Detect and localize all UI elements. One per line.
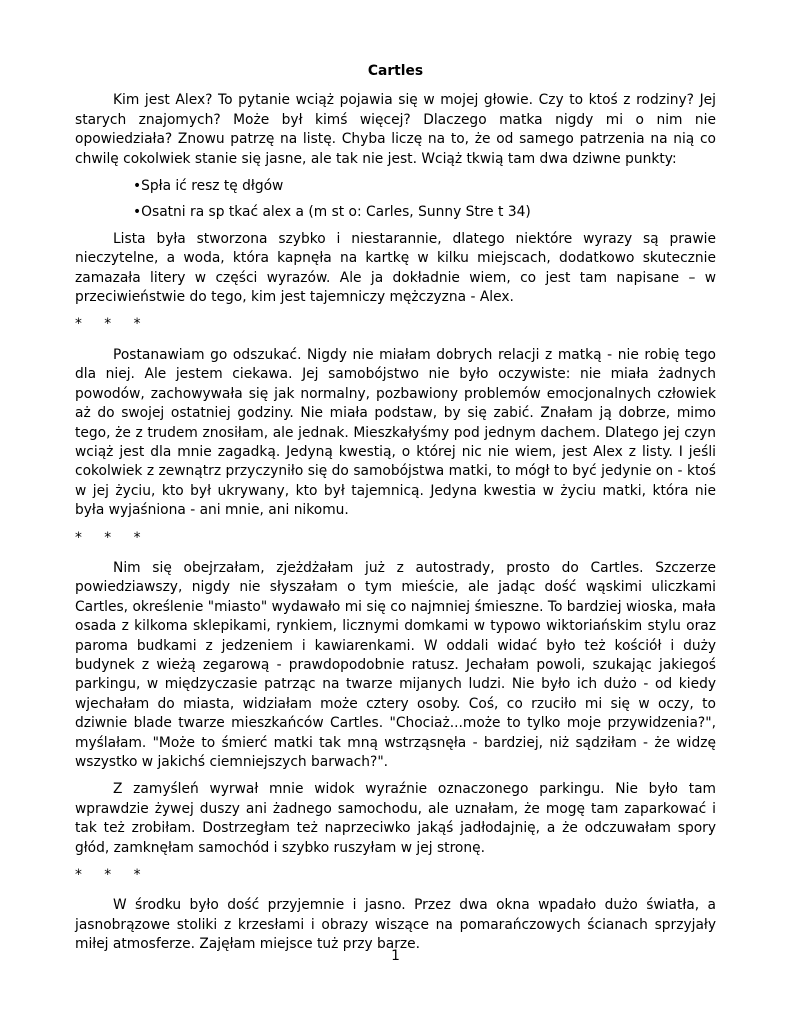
paragraph-3: Postanawiam go odszukać. Nigdy nie miałam dobrych relacji z matką - nie robię tego dla niej. Ale jestem ciekawa. Jej samobójstwo nie było oczywiste: nie miała żadnych powodów, zachowywała się jak normalny, pozbawiony problemów emocjonalnych człowiek aż do swojej ostatniej godziny. Nie miała podstaw, by się zabić. Znałam ją dobrze, mimo tego, że z trudem znosiłam, ale jednak. Mieszkałyśmy pod jednym dachem. Dlatego jej czyn wciąż jest dla mnie zagadką. Jedyną kwestią, o której nic nie wiem, jest Alex z listy. I jeśli cokolwiek z zewnątrz przyczyniło się do samobójstwa matki, to mógł to być jedynie on - ktoś w jej życiu, kto był ukrywany, kto był tajemnicą. Jedyna kwestia w życiu matki, która nie była wyjaśniona - ani mnie, ani nikomu. xyxy=(75,346,716,519)
bullet-marker: • xyxy=(133,178,142,195)
paragraph-2: Lista była stworzona szybko i niestarannie, dlatego niektóre wyrazy są prawie nieczytelne, a woda, która kapnęła na kartkę w kilku miejscach, dodatkowo skutecznie zamazała litery w części wyrazów. Ale ja dokładnie wiem, co jest tam napisane – w przeciwieństwie do tego, kim jest tajemniczy mężczyzna - Alex. xyxy=(75,230,716,306)
paragraph-4: Nim się obejrzałam, zjeżdżałam już z autostrady, prosto do Cartles. Szczerze powiedziawszy, nigdy nie słyszałam o tym mieście, ale jadąc dość wąskimi uliczkami Cartles, określenie "miasto" wydawało mi się co najmniej śmieszne. To bardziej wioska, mała osada z kilkoma sklepikami, rynkiem, licznymi domkami w typowo wiktoriańskim stylu oraz paroma budkami z jedzeniem i kawiarenkami. W oddali widać było też kościół i duży budynek z wieżą zegarową - prawdopodobnie ratusz. Jechałam powoli, szukając jakiegoś parkingu, w międzyczasie patrząc na twarze mijanych ludzi. Nie było ich dużo - od kiedy wjechałam do miasta, widziałam może cztery osoby. Coś, co rzuciło mi się w oczy, to dziwnie blade twarze mieszkańców Cartles. "Chociaż...może to tylko moje przywidzenia?", myślałam. "Może to śmierć matki tak mną wstrząsnęła - bardziej, niż sądziłam - że widzę wszystko w jakichś ciemniejszych barwach?". xyxy=(75,559,716,770)
bullet-item-2 xyxy=(133,203,716,222)
bullet-text: Spła ić resz tę dłgów xyxy=(141,178,284,195)
paragraph-6: W środku było dość przyjemnie i jasno. Przez dwa okna wpadało dużo światła, a jasnobrązowe stoliki z krzesłami i obrazy wiszące na pomarańczowych ścianach sprzyjały miłej atmosferze. Zajęłam miejsce tuż przy barze. xyxy=(75,897,716,953)
bullet-text: Osatni ra sp tkać alex a (m st o: Carles, Sunny Stre t 34) xyxy=(141,204,531,221)
bullet-marker: • xyxy=(133,204,142,221)
page-number: 1 xyxy=(391,947,400,964)
bullet-item-1 xyxy=(133,177,716,196)
section-separator: * * * xyxy=(75,867,142,884)
paragraph-1: Kim jest Alex? To pytanie wciąż pojawia się w mojej głowie. Czy to ktoś z rodziny? Jej starych znajomych? Może był kimś więcej? Dlaczego matka nigdy mi o nim nie opowiedziała? Znowu patrzę na listę. Chyba liczę na to, że od samego patrzenia na nią co chwilę cokolwiek stanie się jasne, ale tak nie jest. Wciąż tkwią tam dwa dziwne punkty: xyxy=(75,92,716,167)
paragraph-5: Z zamyśleń wyrwał mnie widok wyraźnie oznaczonego parkingu. Nie było tam wprawdzie żywej duszy ani żadnego samochodu, ale uznałam, że mogę tam zaparkować i tak też zrobiłam. Dostrzegłam też naprzeciwko jakąś jadłodajnię, a że odczuwałam spory głód, zamknęłam samochód i szybko ruszyłam w jej stronę. xyxy=(75,781,716,856)
page-title: Cartles xyxy=(367,63,424,79)
section-separator: * * * xyxy=(75,316,142,333)
section-separator: * * * xyxy=(75,529,142,546)
